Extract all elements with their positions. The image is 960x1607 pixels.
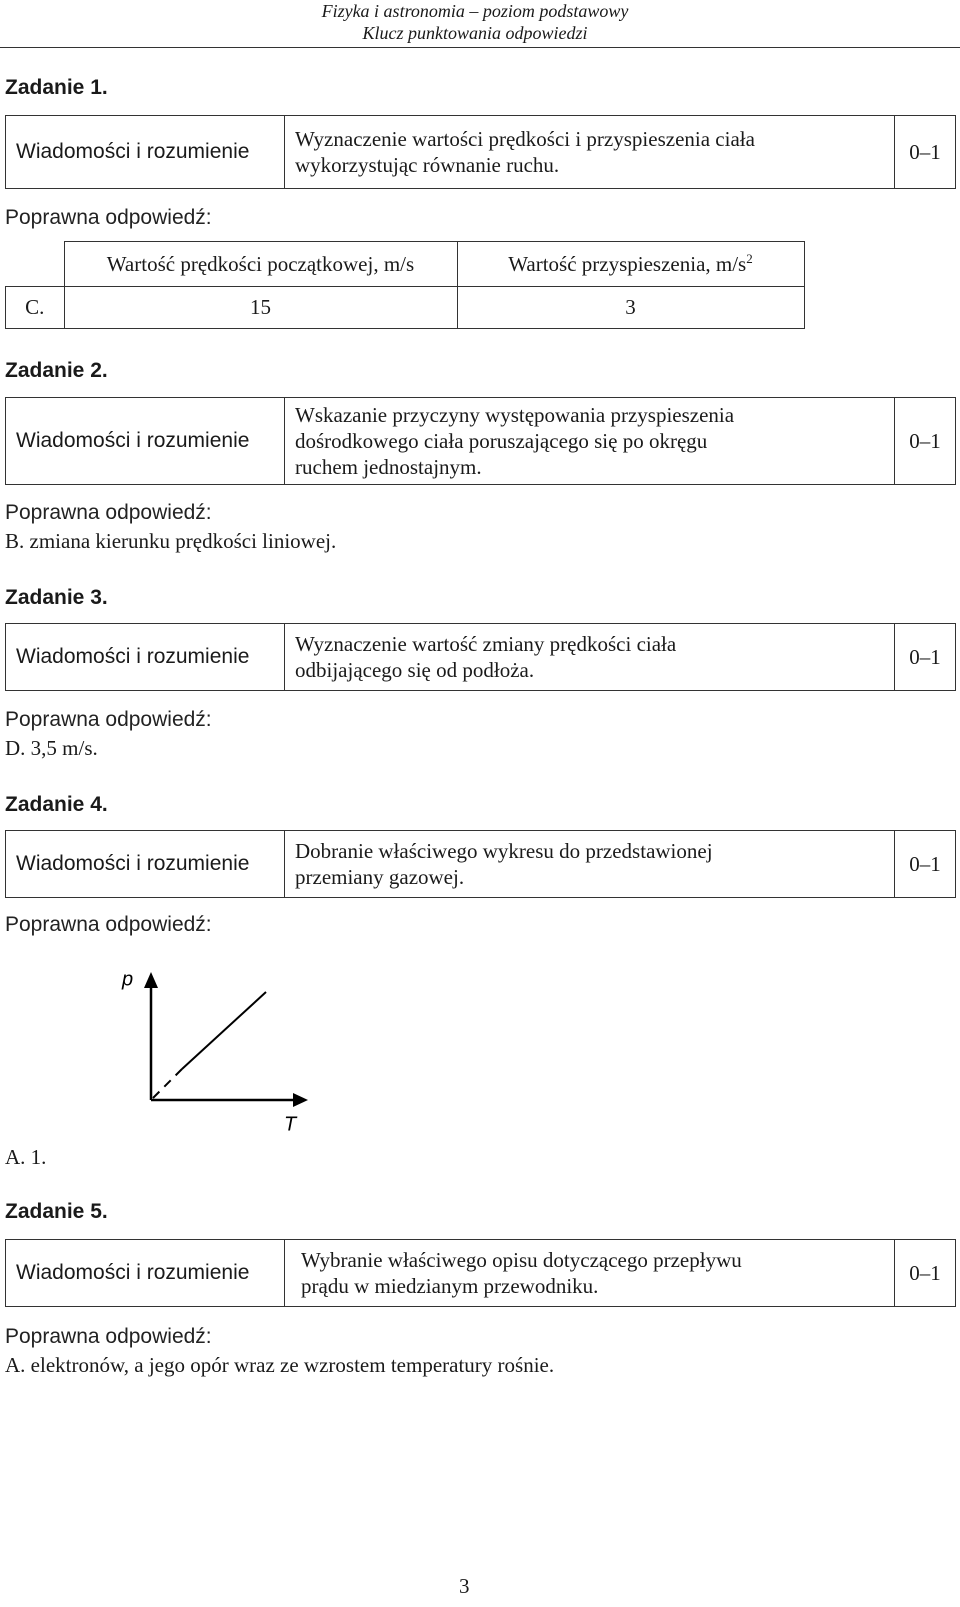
- task-2-desc-line-3: ruchem jednostajnym.: [295, 455, 482, 479]
- task-3-points: 0–1: [895, 624, 956, 691]
- graph-y-axis-arrow: [144, 972, 158, 988]
- task-5-answer: A. elektronów, a jego opór wraz ze wzrostem temperatury rośnie.: [5, 1353, 555, 1377]
- task-1-desc-line-2: wykorzystując równanie ruchu.: [295, 153, 560, 177]
- task-1-points: 0–1: [895, 116, 956, 189]
- task-4-points: 0–1: [895, 831, 956, 898]
- graph-x-label: T: [284, 1113, 297, 1136]
- task-2-area: Wiadomości i rozumienie: [6, 398, 285, 485]
- task-4-title: Zadanie 4.: [5, 793, 108, 816]
- answer-letter: C.: [6, 287, 65, 329]
- task-3-criteria-table: [5, 623, 956, 691]
- graph-x-axis-arrow: [293, 1093, 308, 1107]
- answer-col-acceleration-header: Wartość przyspieszenia, $m/s^2$: [457, 242, 804, 287]
- answer-velocity-value: 15: [64, 287, 457, 329]
- task-5-description: [285, 1240, 895, 1307]
- header-title: Fizyka i astronomia – poziom podstawowy: [321, 1, 629, 21]
- task-5-answer-label: Poprawna odpowiedź:: [5, 1325, 212, 1348]
- task-3-description: [285, 624, 895, 691]
- task-4-description: [285, 831, 895, 898]
- task-1-title: Zadanie 1.: [5, 76, 108, 99]
- task-2-title: Zadanie 2.: [5, 359, 108, 382]
- task-1-answer-table: [5, 241, 805, 329]
- graph-extrapolation-dashed: [153, 1069, 182, 1098]
- task-3-desc-line-2: odbijającego się od podłoża.: [295, 658, 535, 682]
- task-5-desc-line-1: Wybranie właściwego opisu dotyczącego przepływu: [301, 1248, 742, 1272]
- task-5-title: Zadanie 5.: [5, 1200, 108, 1223]
- task-5-desc-line-2: prądu w miedzianym przewodniku.: [301, 1274, 599, 1298]
- task-4-answer-label: Poprawna odpowiedź:: [5, 913, 212, 936]
- task-3-answer: D. 3,5 m/s.: [5, 736, 98, 760]
- task-2-description: [285, 398, 895, 485]
- answer-acceleration-value: 3: [457, 287, 804, 329]
- page-number: 3: [459, 1574, 470, 1598]
- task-4-desc-line-2: przemiany gazowej.: [295, 865, 465, 889]
- task-1-criteria-table: [5, 115, 956, 189]
- pT-graph: [110, 972, 330, 1142]
- task-1-desc-line-1: Wyznaczenie wartości prędkości i przyspieszenia ciała: [295, 127, 755, 151]
- task-3-answer-label: Poprawna odpowiedź:: [5, 708, 212, 731]
- task-5-criteria-table: [5, 1239, 956, 1307]
- task-2-desc-line-2: dośrodkowego ciała poruszającego się po okręgu: [295, 429, 708, 453]
- task-4-area: Wiadomości i rozumienie: [6, 831, 285, 898]
- task-3-desc-line-1: Wyznaczenie wartość zmiany prędkości ciała: [295, 632, 677, 656]
- task-4-criteria-table: [5, 830, 956, 898]
- task-1-answer-label: Poprawna odpowiedź:: [5, 206, 212, 229]
- graph-y-label: p: [122, 972, 134, 991]
- task-5-area: Wiadomości i rozumienie: [6, 1240, 285, 1307]
- task-2-criteria-table: [5, 397, 956, 485]
- task-5-points: 0–1: [895, 1240, 956, 1307]
- task-4-desc-line-1: Dobranie właściwego wykresu do przedstawionej: [295, 839, 713, 863]
- task-4-answer: A. 1.: [5, 1145, 47, 1169]
- header-divider: [0, 47, 960, 48]
- graph-line: [182, 992, 266, 1069]
- task-2-answer-label: Poprawna odpowiedź:: [5, 501, 212, 524]
- task-1-description: [285, 116, 895, 189]
- answer-col-velocity-header: Wartość prędkości początkowej, m/s: [64, 242, 457, 287]
- task-3-title: Zadanie 3.: [5, 586, 108, 609]
- header-subtitle: Klucz punktowania odpowiedzi: [362, 23, 588, 43]
- task-2-points: 0–1: [895, 398, 956, 485]
- task-3-area: Wiadomości i rozumienie: [6, 624, 285, 691]
- task-1-area: Wiadomości i rozumienie: [6, 116, 285, 189]
- task-2-answer: B. zmiana kierunku prędkości liniowej.: [5, 529, 337, 553]
- task-2-desc-line-1: Wskazanie przyczyny występowania przyspieszenia: [295, 403, 735, 427]
